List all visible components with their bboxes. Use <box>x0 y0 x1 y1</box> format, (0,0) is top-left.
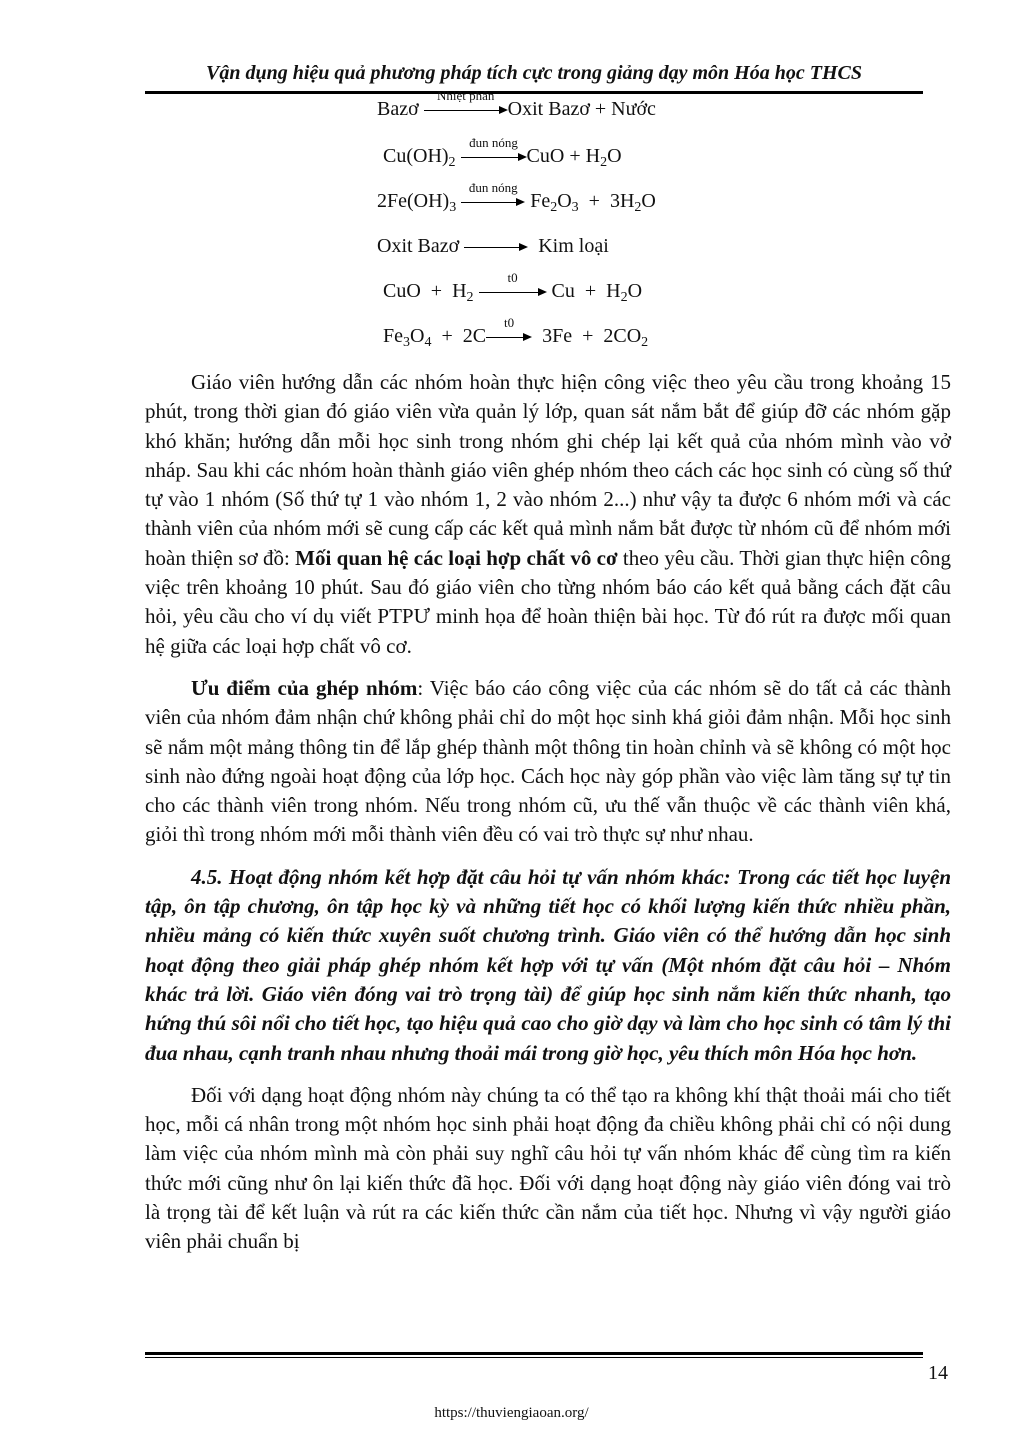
eq-right: Oxit Bazơ + Nước <box>507 98 656 120</box>
eq-term: Fe <box>383 325 403 347</box>
eq-subscript: 3 <box>403 335 410 350</box>
footer-rule-thin <box>145 1357 923 1358</box>
paragraph-text: : Việc báo cáo công việc của các nhóm sẽ do tất cả các thành viên của nhóm đảm nhận chứ không phải chỉ do một học sinh khá giỏi đảm nhận. Mỗi học sinh sẽ nắm một mảng thông tin để lắp ghép thành một thông tin hoàn chỉnh và sẽ không có một học sinh nào đứng ngoài hoạt động của lớp học. Cách học này góp phần vào việc làm tăng sự tự tin cho các thành viên trong nhóm. Nếu trong nhóm cũ, ưu thế vẫn thuộc về các thành viên khá, giỏi thì trong nhóm mới mỗi thành viên đều có vai trò thực sự như nhau. <box>145 675 951 847</box>
reaction-arrow-icon <box>464 240 528 254</box>
eq-condition: đun nóng <box>469 135 518 151</box>
equation-base-decomposition <box>377 88 656 128</box>
eq-term: + 2C <box>431 325 487 347</box>
eq-term: CuO + H <box>383 280 467 302</box>
reaction-arrow-icon <box>424 88 508 117</box>
reaction-arrow-icon <box>486 315 532 344</box>
eq-subscript: 2 <box>448 155 456 170</box>
eq-subscript: 2 <box>600 155 608 170</box>
equation-fe3o4-c <box>383 315 649 355</box>
equation-base-oxide-metal <box>377 235 609 265</box>
eq-condition: t0 <box>504 315 515 331</box>
section-4-5-paragraph: 4.5. Hoạt động nhóm kết hợp đặt câu hỏi tự vấn nhóm khác: Trong các tiết học luyện tập, ôn tập chương, ôn tập học kỳ và những tiết học có khối lượng kiến thức nhiều phần, nhiều mảng có kiến thức xuyên suốt chương trình. Giáo viên có thể hướng dẫn học sinh hoạt động theo giải pháp ghép nhóm kết hợp với tự vấn (Một nhóm đặt câu hỏi – Nhóm khác trả lời. Giáo viên đóng vai trò trọng tài) để giúp học sinh nắm kiến thức nhanh, tạo hứng thú sôi nổi cho tiết học, tạo hiệu quả cao cho giờ dạy và làm cho học sinh có tâm lý thi đua nhau, cạnh tranh nhau nhưng thoải mái trong giờ học, yêu thích môn Hóa học hơn. <box>145 864 951 1065</box>
eq-term: O <box>410 325 425 347</box>
eq-condition: đun nóng <box>468 180 518 196</box>
equation-cuo-h2 <box>383 270 643 310</box>
paragraph: Đối với dạng hoạt động nhóm này chúng ta có thể tạo ra không khí thật thoải mái cho tiết học, mỗi cá nhân trong một nhóm học sinh phải hoạt động đa chiều không phải chỉ có nội dung làm việc của nhóm mình mà còn phải suy nghĩ câu hỏi tự vấn nhóm khác để cùng tìm ra kiến thức mới cũng như ôn lại kiến thức đã học. Đối với dạng hoạt động này giáo viên đóng vai trò là trọng tài để kết luận và rút ra các kiến thức cần nắm của tiết học. Nhưng vì vậy người giáo viên phải chuẩn bị <box>145 1082 951 1254</box>
eq-right: Kim loại <box>538 235 609 257</box>
eq-subscript: 2 <box>466 290 474 305</box>
eq-condition: Nhiệt phân <box>436 88 495 104</box>
bold-phrase: Ưu điểm của ghép nhóm <box>191 675 418 700</box>
eq-term: O <box>557 190 572 212</box>
eq-term: O <box>627 280 643 302</box>
source-url[interactable]: https://thuviengiaoan.org/ <box>434 1405 589 1421</box>
eq-subscript: 4 <box>424 335 432 350</box>
eq-term: O <box>641 190 656 212</box>
eq-subscript: 2 <box>550 200 558 215</box>
body-text <box>145 368 951 1270</box>
reaction-arrow-icon <box>479 270 547 299</box>
eq-left: Bazơ <box>377 98 424 120</box>
eq-subscript: 3 <box>449 200 457 215</box>
equation-feoh3 <box>377 180 656 220</box>
bold-phrase: Mối quan hệ các loại hợp chất vô cơ <box>295 545 618 570</box>
reaction-arrow-icon <box>461 135 527 164</box>
eq-term: CuO + H <box>526 145 601 167</box>
paragraph-text: theo yêu cầu. Thời gian thực hiện công việc trên khoảng 10 phút. Sau đó giáo viên cho từng nhóm báo cáo kết quả bằng cách đặt câu hỏi, yêu cầu cho ví dụ viết PTPƯ minh họa để hoàn thiện bài học. Từ đó rút ra được mối quan hệ giữa các loại hợp chất vô cơ. <box>145 545 951 658</box>
eq-subscript: 2 <box>641 335 649 350</box>
eq-subscript: 2 <box>634 200 642 215</box>
eq-subscript: 3 <box>571 200 579 215</box>
eq-term: 3Fe + 2CO <box>542 325 642 347</box>
paragraph-text: Giáo viên hướng dẫn các nhóm hoàn thực hiện công việc theo yêu cầu trong khoảng 15 phút, trong thời gian đó giáo viên vừa quản lý lớp, quan sát nắm bắt để giúp đỡ các nhóm gặp khó khăn; hướng dẫn mỗi học sinh trong nhóm ghi chép lại kết quả của nhóm mình vào vở nháp. Sau khi các nhóm hoàn thành giáo viên ghép nhóm theo cách các học sinh có cùng số thứ tự vào 1 nhóm (Số thứ tự 1 vào nhóm 1, 2 vào nhóm 2...) như vậy ta được 6 nhóm mới và các thành viên của nhóm mới sẽ cung cấp các kết quả mình nắm bắt được từ nhóm cũ để nhóm mới hoàn thiện sơ đồ: <box>145 370 951 570</box>
eq-term: 2Fe(OH) <box>377 190 450 212</box>
eq-condition: t0 <box>507 270 518 286</box>
eq-term: Cu + H <box>551 280 621 302</box>
eq-subscript: 2 <box>620 290 628 305</box>
eq-term: O <box>607 145 622 167</box>
header-rule <box>145 91 923 94</box>
page-header-title: Vận dụng hiệu quả phương pháp tích cực trong giảng dạy môn Hóa học THCS <box>206 62 862 84</box>
reaction-arrow-icon <box>461 180 525 209</box>
paragraph <box>145 674 951 850</box>
paragraph <box>145 368 951 661</box>
page-number: 14 <box>928 1362 948 1384</box>
eq-left: Oxit Bazơ <box>377 235 465 257</box>
equation-cuoh2 <box>383 135 622 175</box>
eq-term: + 3H <box>578 190 635 212</box>
eq-term: Cu(OH) <box>383 145 449 167</box>
eq-term: Fe <box>530 190 551 212</box>
footer-rule <box>145 1352 923 1355</box>
